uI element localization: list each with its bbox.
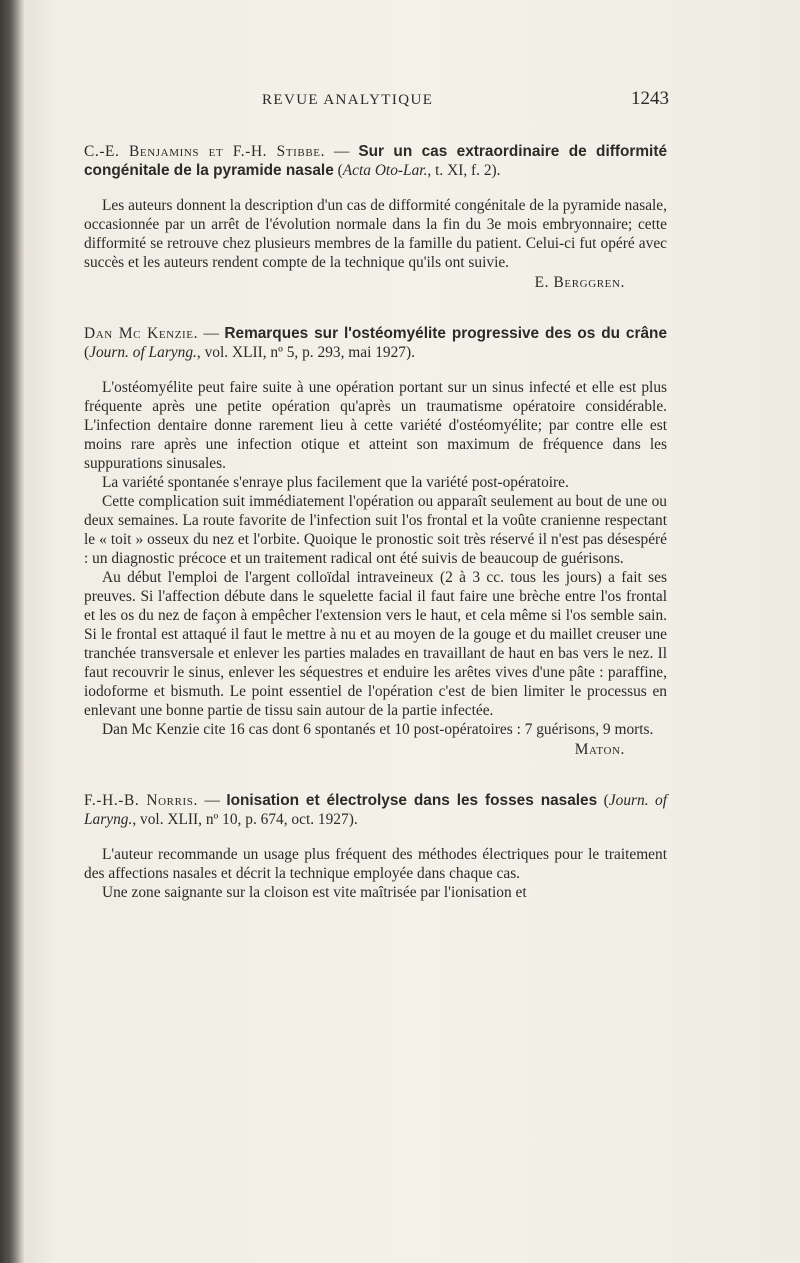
reviewer-signature: Maton. xyxy=(574,741,625,758)
running-title: REVUE ANALYTIQUE xyxy=(262,92,434,108)
page-number: 1243 xyxy=(631,88,669,109)
review-entry xyxy=(84,324,667,759)
entry-body xyxy=(84,378,667,739)
paragraph: Cette complication suit immédiatement l'opération ou apparaît seulement au bout de une ou deux semaines. La route favorite de l'infection suit l'os frontal et la voûte cranienne respectant le « toit » osseux du nez et l'orbite. Quoique le pronostic soit très réservé il n'est pas désespéré : un diagnostic précoce et un traitement radical ont été suivis de beaucoup de guérisons. xyxy=(84,493,667,567)
citation-source: , t. XI, f. 2). xyxy=(427,162,501,179)
citation-source: , vol. XLII, nº 5, p. 293, mai 1927). xyxy=(196,344,415,361)
reviewer-signature: E. Berggren. xyxy=(534,274,625,291)
citation-open: ( xyxy=(84,344,90,361)
entry-title: Ionisation et électrolyse dans les fosses nasales xyxy=(226,792,598,809)
book-spine-shadow xyxy=(0,0,26,1263)
paragraph: Une zone saignante sur la cloison est vite maîtrisée par l'ionisation et xyxy=(102,884,527,901)
journal-name: Journ. of Laryng. xyxy=(89,344,197,361)
paragraph: La variété spontanée s'enraye plus facilement que la variété post-opératoire. xyxy=(102,474,569,491)
paragraph: Au début l'emploi de l'argent colloïdal intraveineux (2 à 3 cc. tous les jours) a fait ses preuves. Si l'affection débute dans le squelette facial il faut faire une brèche entre l'os frontal et les os du nez de façon à empêcher l'extension vers le haut, et cela même si l'os semble sain. Si le frontal est attaqué il faut le mettre à nu et au moyen de la gouge et du maillet creuser une tranchée transversale et enlever les parties malades en travaillant de haut en bas vers le nez. Il faut recouvrir le sinus, enlever les séquestres et enduire les arêtes vives d'une pâte : paraffine, iodoforme et bismuth. Le point essentiel de l'opération c'est de bien limiter le processus en enlevant une bonne partie de tissu sain autour de la partie infectée. xyxy=(84,569,667,719)
entry-body xyxy=(84,845,667,902)
entry-authors: F.-H.-B. Norris. xyxy=(84,792,198,809)
journal-name: Journ. of Laryng. xyxy=(84,792,668,828)
paragraph: Dan Mc Kenzie cite 16 cas dont 6 spontanés et 10 post-opératoires : 7 guérisons, 9 morts. xyxy=(102,721,654,738)
running-header xyxy=(84,86,667,120)
entry-authors: Dan Mc Kenzie. xyxy=(84,325,199,342)
citation-dash: — xyxy=(198,325,225,342)
page-content xyxy=(84,86,667,902)
paragraph: L'ostéomyélite peut faire suite à une opération portant sur un sinus infecté et elle est plus fréquente après une petite opération qu'après un traumatisme opératoire considérable. L'infection dentaire donne rarement lieu à cette variété d'ostéomyélite; par contre elle est moins rare après une infection otique et atteint son maximum de fréquence dans les suppurations sinusales. xyxy=(84,379,667,472)
citation-dash: — xyxy=(325,143,359,160)
journal-name: Acta Oto-Lar. xyxy=(342,162,428,179)
entry-title: Sur un cas extraordinaire de difformité congénitale de la pyramide nasale xyxy=(84,143,668,179)
citation-open: ( xyxy=(597,792,609,809)
spacer xyxy=(84,759,667,791)
entry-authors: C.-E. Benjamins et F.-H. Stibbe. xyxy=(84,143,326,160)
review-entry xyxy=(84,142,667,292)
entry-body xyxy=(84,196,667,272)
entry-citation xyxy=(84,324,667,362)
paragraph: L'auteur recommande un usage plus fréquent des méthodes électriques pour le traitement des affections nasales et décrit la technique employée dans chaque cas. xyxy=(84,846,667,882)
entry-citation xyxy=(84,142,667,180)
entry-citation xyxy=(84,791,667,829)
review-entry xyxy=(84,791,667,902)
paragraph: Les auteurs donnent la description d'un cas de difformité congénitale de la pyramide nasale, occasionnée par un arrêt de l'évolution normale dans la fin du 3e mois embryonnaire; cette difformité se retrouve chez plusieurs membres de la famille du patient. Celui-ci fut opéré avec succès et les auteurs rendent compte de la technique qu'ils ont suivie. xyxy=(84,197,667,271)
citation-source: , vol. XLII, nº 10, p. 674, oct. 1927). xyxy=(132,811,358,828)
citation-open: ( xyxy=(333,162,343,179)
spacer xyxy=(84,292,667,324)
citation-dash: — xyxy=(197,792,227,809)
entry-title: Remarques sur l'ostéomyélite progressive des os du crâne xyxy=(224,325,667,342)
